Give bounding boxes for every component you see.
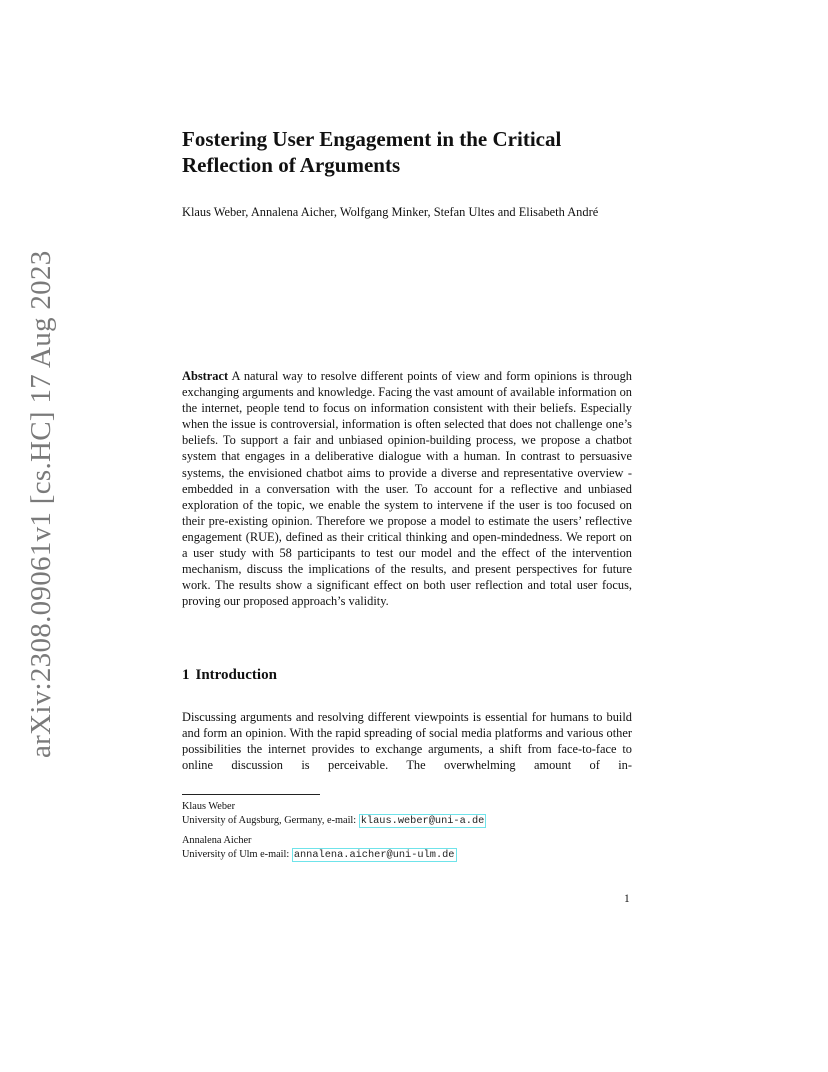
section-heading-introduction [182, 667, 632, 684]
footnote-affiliation: University of Augsburg, Germany, e-mail: [182, 815, 357, 826]
abstract-label: Abstract [182, 369, 229, 383]
section-title: Introduction [195, 667, 277, 683]
footnote-author-name: Klaus Weber [182, 801, 236, 812]
footnote-affiliation-line [182, 814, 642, 828]
paper-title: Fostering User Engagement in the Critical Reflection of Arguments [182, 127, 562, 177]
footnote-author-2 [182, 834, 642, 862]
footnote-affiliation-line [182, 848, 642, 862]
author-list: Klaus Weber, Annalena Aicher, Wolfgang Minker, Stefan Ultes and Elisabeth André [182, 205, 599, 219]
introduction-paragraph: Discussing arguments and resolving different viewpoints is essential for humans to build and form an opinion. With the rapid spreading of social media platforms and various other possibilities the internet provides to exchange arguments, a shift from face-to-face to online discussion is perceivable. The overwhelming amount of in- [182, 710, 632, 773]
footnote-author-1 [182, 800, 642, 828]
email-link[interactable]: klaus.weber@uni-a.de [360, 815, 485, 827]
footnote-author-name: Annalena Aicher [182, 835, 252, 846]
arxiv-identifier-stamp: arXiv:2308.09061v1 [cs.HC] 17 Aug 2023 [25, 250, 57, 758]
abstract-text: A natural way to resolve different points of view and form opinions is through exchanging arguments and knowledge. Facing the vast amount of available information on the internet, people tend to focus on information consistent with their beliefs. Especially when the issue is controversial, information is often selected that does not challenge one’s beliefs. To support a fair and unbiased opinion-building process, we propose a chatbot system that engages in a deliberative dialogue with a human. In contrast to persuasive systems, the envisioned chatbot aims to provide a diverse and representative overview - embedded in a conversation with the user. To account for a reflective and unbiased exploration of the topic, we enable the system to intervene if the user is too focused on their pre-existing opinion. Therefore we propose a model to estimate the users’ reflective engagement (RUE), defined as their critical thinking and open-mindedness. We report on a user study with 58 participants to test our model and the effect of the intervention mechanism, discuss the implications of the results, and present perspectives for future work. The results show a significant effect on both user reflection and total user focus, proving our proposed approach’s validity. [182, 369, 632, 609]
email-link[interactable]: annalena.aicher@uni-ulm.de [293, 849, 455, 861]
page-number: 1 [624, 893, 630, 905]
footnote-divider [182, 794, 320, 795]
abstract [182, 368, 632, 609]
section-number: 1 [182, 667, 190, 683]
footnote-affiliation: University of Ulm e-mail: [182, 849, 290, 860]
